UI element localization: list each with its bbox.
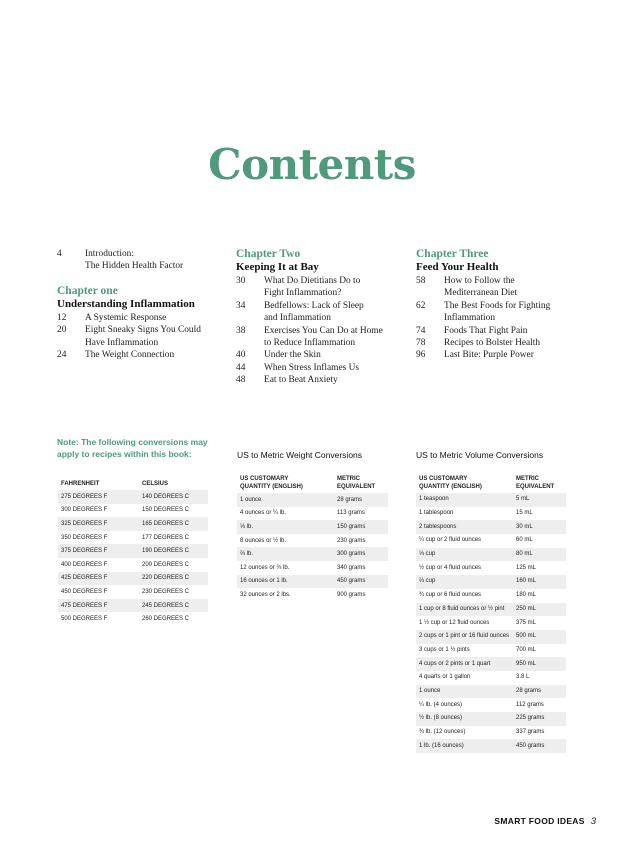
table-cell-metric: 30 mL <box>513 520 566 534</box>
table-cell-metric: 200 DEGREES C <box>142 561 190 568</box>
toc-entry <box>57 312 217 324</box>
table-cell-metric: 15 mL <box>516 510 533 517</box>
toc-entry-line: Introduction: <box>85 249 134 259</box>
toc-entry-text <box>444 337 576 349</box>
table-cell-metric: 140 DEGREES C <box>139 490 208 504</box>
table-cell-metric: 150 DEGREES C <box>142 507 190 514</box>
table-cell-metric: 700 mL <box>516 646 537 653</box>
toc-entry-line: The Hidden Health Factor <box>85 261 184 272</box>
toc-entry <box>236 300 396 325</box>
table-cell-metric: 337 grams <box>516 729 545 736</box>
table-cell-us: 325 DEGREES F <box>58 517 139 531</box>
temperature-conversion-table <box>58 476 208 626</box>
table-cell-us: 1 cup or 8 fluid ounces or ½ pint <box>416 603 513 617</box>
toc-entry-line: Last Bite: Purple Power <box>444 350 534 361</box>
table-row <box>416 507 566 521</box>
toc-entry-line: When Stress Inflames Us <box>264 362 360 373</box>
table-cell-metric: 450 grams <box>513 739 566 753</box>
table-cell-us: 375 DEGREES F <box>58 544 139 558</box>
toc-page-number: 4 <box>57 249 62 259</box>
table-row <box>416 575 566 589</box>
toc-entry-line: Eight Sneaky Signs You Could <box>85 325 201 336</box>
table-row <box>58 599 208 613</box>
toc-entry-line: Mediterranean Diet <box>444 288 518 299</box>
toc-page-number: 62 <box>416 300 426 311</box>
toc-entry <box>416 337 576 349</box>
chapter-three-label: Chapter Three <box>416 248 489 260</box>
toc-entry-line: Fight Inflammation? <box>264 288 342 299</box>
table-row <box>58 544 208 558</box>
header-line: QUANTITY (ENGLISH) <box>240 483 303 490</box>
table-header-row <box>58 476 208 490</box>
table-cell-metric: 230 DEGREES C <box>142 588 190 595</box>
chapter-two-title: Keeping It at Bay <box>236 261 319 273</box>
toc-entry-text <box>264 300 396 325</box>
header-line: US CUSTOMARY <box>419 476 468 482</box>
toc-page-number: 40 <box>236 350 246 361</box>
table-cell-us: ¼ lb. (4 ounces) <box>419 701 463 708</box>
table-cell-us: ¾ cup or 6 fluid ounces <box>419 592 482 599</box>
header-line: METRIC <box>516 476 539 482</box>
table-row <box>416 644 566 658</box>
toc-entry-line: The Weight Connection <box>85 350 175 361</box>
table-cell-us: 1 lb. (16 ounces) <box>416 739 513 753</box>
table-row <box>416 603 566 617</box>
toc-entry <box>416 349 576 361</box>
toc-entry <box>416 325 576 337</box>
table-row <box>416 520 566 534</box>
table-cell-us: 12 ounces or ¾ lb. <box>240 564 290 571</box>
toc-intro <box>57 248 217 273</box>
metric-header <box>334 476 388 493</box>
table-cell-us: ¼ cup or 2 fluid ounces <box>419 537 482 544</box>
toc-entry-line: Have Inflammation <box>85 337 159 348</box>
table-cell-us: 1 ounce <box>416 685 513 699</box>
table-cell-metric: 190 DEGREES C <box>139 544 208 558</box>
table-row <box>58 558 208 572</box>
toc-page-number: 34 <box>236 300 246 311</box>
toc-page-number: 48 <box>236 375 246 386</box>
table-cell-us: 16 ounces or 1 lb. <box>237 575 334 589</box>
toc-entry-line: How to Follow the <box>444 276 515 286</box>
toc-entry-text <box>264 275 396 300</box>
toc-page-number: 96 <box>416 350 426 361</box>
table-row <box>58 585 208 599</box>
toc-column-2 <box>236 248 396 387</box>
table-cell-us: 8 ounces or ½ lb. <box>240 537 287 544</box>
page-footer <box>494 816 596 827</box>
table-cell-us: 475 DEGREES F <box>58 599 139 613</box>
header-line: US CUSTOMARY <box>240 476 289 482</box>
page-number: 3 <box>590 816 596 827</box>
table-row <box>58 504 208 518</box>
toc-entry-text <box>264 325 396 350</box>
table-cell-us: 350 DEGREES F <box>61 534 108 541</box>
toc-entry-line: Eat to Beat Anxiety <box>264 375 338 386</box>
toc-entry <box>236 374 396 386</box>
table-row <box>237 547 388 561</box>
toc-entry-line: A Systemic Response <box>85 312 167 323</box>
toc-page-number: 38 <box>236 325 246 336</box>
table-row <box>416 685 566 699</box>
table-cell-metric: 112 grams <box>516 701 544 708</box>
table-row <box>416 671 566 685</box>
table-cell-us: 4 cups or 2 pints or 1 quart <box>416 657 513 671</box>
table-cell-metric: 220 DEGREES C <box>139 572 208 586</box>
toc-entry-line: to Reduce Inflammation <box>264 338 356 349</box>
table-cell-metric: 113 grams <box>337 510 365 517</box>
chapter-one-entries <box>57 312 217 362</box>
header-line: EQUIVALENT <box>516 483 555 490</box>
us-customary-header <box>237 476 334 493</box>
table-cell-metric: 250 mL <box>513 603 566 617</box>
table-row <box>58 612 208 626</box>
us-customary-header <box>416 476 513 493</box>
table-row <box>416 616 566 630</box>
table-cell-us: 500 DEGREES F <box>61 616 108 623</box>
toc-page-number: 12 <box>57 312 67 323</box>
table-row <box>237 534 388 548</box>
table-cell-metric: 180 mL <box>516 592 537 599</box>
table-row <box>237 507 388 521</box>
toc-entry-text <box>85 312 217 324</box>
table-row <box>416 589 566 603</box>
table-cell-metric: 150 grams <box>334 520 388 534</box>
table-cell-metric: 28 grams <box>513 685 566 699</box>
header-line: EQUIVALENT <box>337 483 376 490</box>
toc-column-1 <box>57 248 217 361</box>
toc-entry-text <box>444 300 576 325</box>
table-cell-us: 1 ½ cup or 12 fluid ounces <box>419 619 490 626</box>
toc-entry <box>236 362 396 374</box>
weight-conversion-heading: US to Metric Weight Conversions <box>237 450 363 460</box>
table-row <box>237 520 388 534</box>
table-row <box>416 657 566 671</box>
table-row <box>416 548 566 562</box>
table-cell-us: 1 tablespoon <box>419 510 454 517</box>
toc-entry-line: The Best Foods for Fighting <box>444 300 551 311</box>
table-row <box>416 493 566 507</box>
toc-entry-text <box>264 374 396 386</box>
toc-entry <box>416 300 576 325</box>
toc-entry-text <box>85 248 217 273</box>
toc-entry-text <box>444 275 576 300</box>
table-cell-us: 450 DEGREES F <box>61 588 108 595</box>
toc-spacer <box>57 273 217 285</box>
toc-page-number: 20 <box>57 325 67 336</box>
table-cell-metric: 3.8 L <box>516 674 530 681</box>
table-cell-metric: 340 grams <box>337 564 366 571</box>
table-row <box>58 517 208 531</box>
table-cell-us: 1 ounce <box>237 493 334 507</box>
toc-entry-text <box>444 325 576 337</box>
table-row <box>237 588 388 602</box>
table-cell-metric: 450 grams <box>334 575 388 589</box>
fahrenheit-header: FAHRENHEIT <box>61 480 100 487</box>
toc-entry-line: Foods That Fight Pain <box>444 325 528 336</box>
celsius-header: CELSIUS <box>142 480 169 487</box>
toc-entry-line: What Do Dietitians Do to <box>264 276 361 286</box>
table-header-row <box>237 476 388 493</box>
table-cell-us: 3 cups or 1 ½ pints <box>419 646 470 653</box>
table-cell-metric: 375 mL <box>516 619 537 626</box>
toc-page-number: 44 <box>236 362 246 373</box>
toc-entry-line: and Inflammation <box>264 313 331 324</box>
toc-page-number: 58 <box>416 276 426 286</box>
toc-entry-line: Recipes to Bolster Health <box>444 338 541 349</box>
chapter-three-title: Feed Your Health <box>416 261 499 273</box>
table-cell-us: 4 quarts or 1 gallon <box>419 674 471 681</box>
metric-header <box>513 476 566 493</box>
table-row <box>58 490 208 504</box>
table-row <box>416 561 566 575</box>
table-cell-us: ⅓ lb. <box>237 520 334 534</box>
chapter-three-entries <box>416 275 576 362</box>
table-cell-metric: 300 grams <box>334 547 388 561</box>
table-cell-metric: 28 grams <box>334 493 388 507</box>
table-cell-metric: 5 mL <box>513 493 566 507</box>
table-cell-metric: 900 grams <box>337 591 366 598</box>
table-cell-us: 1 teaspoon <box>416 493 513 507</box>
volume-conversion-table <box>416 476 566 753</box>
table-cell-us: 300 DEGREES F <box>61 507 108 514</box>
table-cell-metric: 245 DEGREES C <box>139 599 208 613</box>
table-cell-us: 2 cups or 1 pint or 16 fluid ounces <box>416 630 513 644</box>
table-row <box>237 575 388 589</box>
table-row <box>416 726 566 740</box>
page-title: Contents <box>208 140 416 189</box>
table-row <box>416 712 566 726</box>
table-row <box>416 534 566 548</box>
table-row <box>416 630 566 644</box>
table-cell-us: 4 ounces or ¼ lb. <box>240 510 287 517</box>
table-row <box>237 493 388 507</box>
toc-entry-text <box>264 362 396 374</box>
toc-entry <box>416 275 576 300</box>
toc-entry-text <box>85 324 217 349</box>
table-cell-metric: 60 mL <box>516 537 533 544</box>
table-cell-us: 275 DEGREES F <box>58 490 139 504</box>
toc-entry-line: Under the Skin <box>264 350 321 361</box>
toc-page-number: 78 <box>416 338 426 349</box>
table-cell-metric: 177 DEGREES C <box>142 534 190 541</box>
table-cell-us: ⅔ lb. <box>237 547 334 561</box>
table-cell-us: ⅓ cup <box>416 548 513 562</box>
toc-entry-line: Bedfellows: Lack of Sleep <box>264 300 364 311</box>
table-header-row <box>416 476 566 493</box>
toc-entry-text <box>444 349 576 361</box>
table-cell-us: ⅔ cup <box>416 575 513 589</box>
toc-page-number: 74 <box>416 325 426 336</box>
table-cell-metric: 165 DEGREES C <box>139 517 208 531</box>
table-row <box>237 561 388 575</box>
toc-entry <box>57 248 217 273</box>
table-cell-metric: 80 mL <box>513 548 566 562</box>
table-cell-us: 425 DEGREES F <box>58 572 139 586</box>
table-cell-metric: 125 mL <box>516 564 537 571</box>
toc-page-number: 30 <box>236 276 246 286</box>
weight-conversion-table <box>237 476 388 602</box>
chapter-one-label: Chapter one <box>57 284 118 297</box>
chapter-two-entries <box>236 275 396 387</box>
toc-column-3 <box>416 248 576 362</box>
toc-entry-line: Exercises You Can Do at Home <box>264 325 383 336</box>
table-cell-metric: 160 mL <box>513 575 566 589</box>
toc-entry <box>236 275 396 300</box>
table-cell-metric: 500 mL <box>513 630 566 644</box>
table-row <box>416 698 566 712</box>
header-line: QUANTITY (ENGLISH) <box>419 483 482 490</box>
toc-page-number: 24 <box>57 350 67 361</box>
publication-name: SMART FOOD IDEAS <box>494 816 585 826</box>
table-cell-us: 2 tablespoons <box>416 520 513 534</box>
toc-entry-text <box>264 349 396 361</box>
toc-entry <box>236 349 396 361</box>
table-cell-us: ¾ lb. (12 ounces) <box>419 729 466 736</box>
table-cell-metric: 950 mL <box>513 657 566 671</box>
toc-entry <box>57 324 217 349</box>
table-row <box>58 531 208 545</box>
table-cell-metric: 260 DEGREES C <box>142 616 190 623</box>
toc-entry-line: Inflammation <box>444 313 496 324</box>
table-cell-us: 32 ounces or 2 lbs. <box>240 591 291 598</box>
conversion-note: Note: The following conversions may apply to recipes within this book: <box>57 437 208 459</box>
table-cell-us: ½ cup or 4 fluid ounces <box>419 564 482 571</box>
toc-entry <box>236 325 396 350</box>
chapter-one-title: Understanding Inflammation <box>57 297 195 310</box>
header-line: METRIC <box>337 476 360 482</box>
table-cell-us: 400 DEGREES F <box>61 561 108 568</box>
table-row <box>416 739 566 753</box>
toc-entry <box>57 349 217 361</box>
table-cell-metric: 230 grams <box>337 537 366 544</box>
table-cell-metric: 225 grams <box>513 712 566 726</box>
table-row <box>58 572 208 586</box>
volume-conversion-heading: US to Metric Volume Conversions <box>416 450 544 460</box>
chapter-two-label: Chapter Two <box>236 248 301 260</box>
toc-entry-text <box>85 349 217 361</box>
table-cell-us: ½ lb. (8 ounces) <box>416 712 513 726</box>
